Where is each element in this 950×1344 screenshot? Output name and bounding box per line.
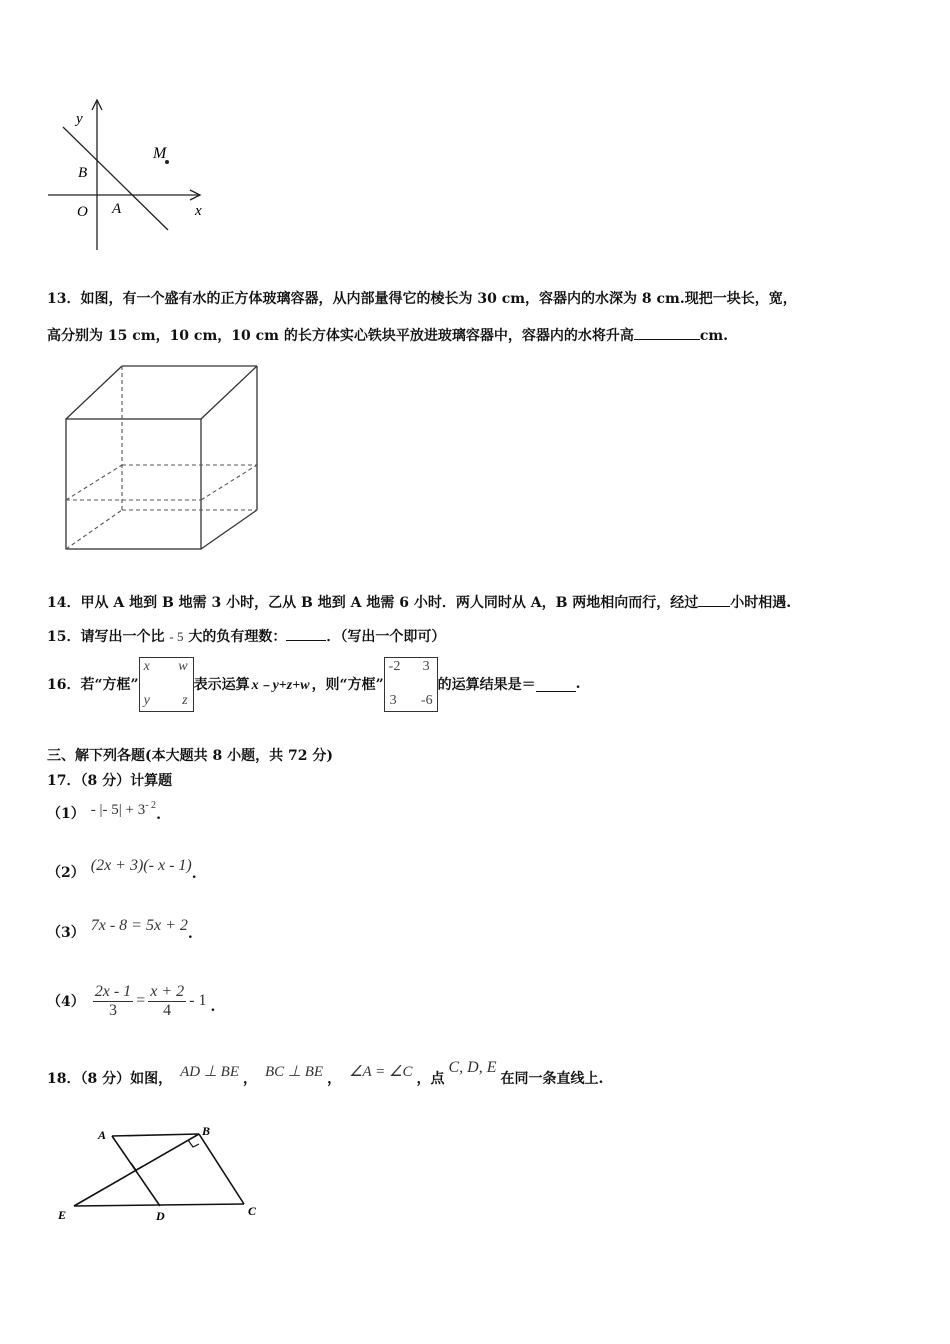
q17-p4-tail: - 1 — [189, 992, 207, 1009]
axis-label-y: y — [76, 111, 83, 127]
q18-label-e: E — [58, 1208, 67, 1222]
q17-p4-frac2 — [148, 983, 186, 1020]
q15-text-end: ．（写出一个即可） — [326, 629, 446, 645]
box2-tl: -2 — [388, 658, 401, 674]
q14-answer-blank[interactable] — [698, 592, 730, 607]
q17-p1-label: （1） — [47, 806, 85, 822]
q17-p1-expr — [91, 800, 156, 819]
q18-label-b: B — [202, 1124, 211, 1138]
q16 — [47, 656, 581, 712]
q13-unit: cm. — [699, 328, 729, 344]
q16-text-mid2: ，则“方框” — [311, 677, 384, 693]
q18-label-a: A — [98, 1128, 107, 1142]
q13-line2 — [47, 325, 728, 345]
q13-answer-blank[interactable] — [634, 325, 700, 340]
q15-text: 15．请写出一个比 — [47, 629, 165, 645]
point-a-label: A — [112, 201, 122, 217]
q18-cond1: AD ⊥ BE — [180, 1063, 239, 1080]
q15 — [47, 626, 445, 646]
q16-expression: x﹣y+z+w — [251, 678, 310, 693]
q14 — [47, 592, 791, 612]
q13-line1: 13．如图，有一个盛有水的正方体玻璃容器，从内部量得它的棱长为 30 cm，容器内的水深为 8 cm.现把一块长，宽， — [47, 291, 797, 307]
q17-p4-frac1 — [93, 983, 133, 1020]
point-b-label: B — [78, 165, 88, 181]
box1-bl: y — [143, 692, 150, 708]
q15-text-mid: 大的负有理数： — [188, 629, 287, 645]
q17-p1-exponent: - 2 — [145, 799, 157, 811]
q17-part1 — [47, 799, 161, 823]
q14-text: 14．甲从 A 地到 B 地需 3 小时，乙从 B 地到 A 地需 6 小时．两人同时从 A，B 两地相向而行，经过 — [47, 595, 699, 611]
q17-part2 — [47, 857, 197, 882]
q17-part4 — [47, 978, 215, 1024]
q17-part3 — [47, 917, 193, 942]
q17-p3-expr: 7x - 8 = 5x + 2 — [90, 917, 188, 934]
point-m-label: M — [153, 145, 167, 162]
origin-label: O — [77, 204, 88, 220]
q16-text: 16．若“方框” — [47, 677, 139, 693]
q18-label-d: D — [156, 1209, 165, 1223]
q17-p1-base: - |- 5| + 3 — [90, 801, 146, 818]
q18-text-end: 在同一条直线上. — [500, 1071, 604, 1087]
q18-sep3: ，点 — [416, 1071, 445, 1087]
q17-p4-expr — [93, 983, 207, 1020]
q17-p4-label: （4） — [47, 994, 85, 1010]
q16-text-end: 的运算结果是＝ — [437, 677, 536, 693]
axis-label-x: x — [195, 203, 202, 219]
q16-text-mid1: 表示运算 — [193, 677, 250, 693]
box1-br: z — [182, 692, 188, 708]
q17-p4-end: . — [210, 999, 216, 1015]
q18-sep2: ， — [327, 1071, 342, 1087]
q17-p4-eq: = — [136, 992, 146, 1009]
q17-p4-den1: 3 — [108, 1001, 117, 1019]
q17-p2-label: （2） — [47, 865, 85, 881]
box1-tl: x — [143, 658, 150, 674]
q18 — [47, 1059, 604, 1088]
q18-cond2: BC ⊥ BE — [265, 1063, 324, 1080]
q18-label-c: C — [248, 1204, 257, 1218]
q18-text: 18．（8 分）如图， — [47, 1071, 173, 1087]
q17-p4-num2: x + 2 — [150, 982, 185, 1000]
q17-p4-num1: 2x - 1 — [94, 982, 132, 1000]
box2-br: -6 — [421, 692, 433, 708]
q17-p2-expr: (2x + 3)(- x - 1) — [90, 857, 192, 874]
q15-answer-blank[interactable] — [286, 626, 326, 641]
q17-p3-label: （3） — [47, 925, 85, 941]
q15-number: - 5 — [169, 629, 184, 644]
q17-p1-end: . — [156, 807, 161, 823]
cube-figure — [55, 360, 270, 560]
q17-p4-den2: 4 — [163, 1001, 172, 1019]
q17-p2-end: . — [191, 866, 197, 882]
box2-bl: 3 — [389, 692, 397, 708]
q16-box-numbers — [384, 657, 438, 712]
q14-text-end: 小时相遇. — [730, 595, 792, 611]
q18-cond3: ∠A = ∠C — [349, 1063, 413, 1080]
coordinate-figure — [40, 95, 220, 255]
q16-answer-blank[interactable] — [536, 677, 576, 692]
box1-tr: w — [178, 658, 188, 674]
q17-p3-end: . — [187, 926, 193, 942]
box2-tr: 3 — [422, 658, 430, 674]
q18-sep1: ， — [243, 1071, 257, 1087]
q17-title: 17．（8 分）计算题 — [47, 773, 173, 789]
q16-period: . — [575, 676, 581, 692]
q18-figure — [50, 1120, 270, 1230]
q16-box-letters — [139, 657, 194, 712]
q13-line2-text: 高分别为 15 cm，10 cm，10 cm 的长方体实心铁块平放进玻璃容器中，容器内的水将升高 — [47, 328, 634, 344]
q18-cond4: C, D, E — [448, 1059, 497, 1076]
section-heading: 三、解下列各题(本大题共 8 小题，共 72 分) — [47, 748, 333, 764]
